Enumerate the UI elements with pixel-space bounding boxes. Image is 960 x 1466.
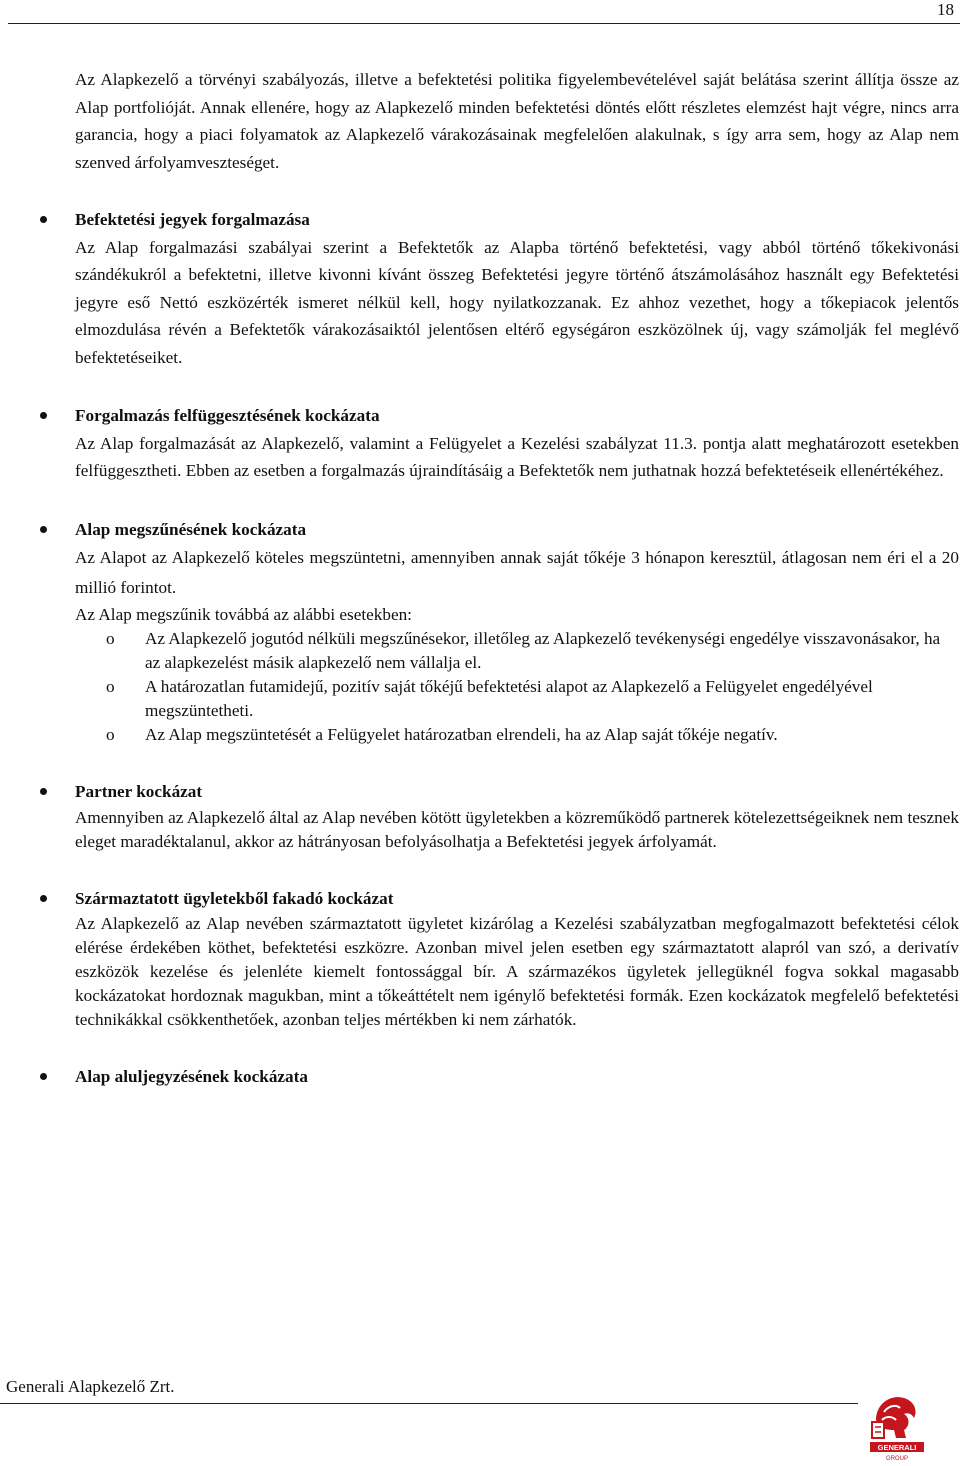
section-heading: Forgalmazás felfüggesztésének kockázata [75,406,380,425]
bullet-icon [40,895,47,902]
list-marker: o [106,629,115,648]
bullet-icon [40,1073,47,1080]
section-text: Az Alapot az Alapkezelő köteles megszüntetni, amennyiben annak saját tőkéje 3 hónapon keresztül, átlagosan nem éri el a 20 millió forintot. [75,548,959,597]
footer-company-name: Generali Alapkezelő Zrt. [6,1377,175,1396]
logo-subtext: GROUP [885,1456,909,1462]
section-befektetesi-jegyek [75,206,959,371]
list-item-text: A határozatlan futamidejű, pozitív saját tőkéjű befektetési alapot az Alapkezelő a Felügyelet engedélyével megszüntetheti. [145,677,873,720]
list-marker: o [106,677,115,696]
list-marker: o [106,725,115,744]
section-aluljegyzes [75,1063,959,1091]
bullet-icon [40,216,47,223]
bullet-icon [40,788,47,795]
list-item [75,723,959,747]
document-body [75,66,959,1122]
section-szarmaztatott-ugyletek [75,885,959,1033]
section-heading: Befektetési jegyek forgalmazása [75,210,310,229]
section-forgalmazas-felfuggesztes [75,402,959,485]
page-number: 18 [937,0,954,19]
header-rule [8,23,960,24]
list-item-text: Az Alapkezelő jogutód nélküli megszűnésekor, illetőleg az Alapkezelő tevékenységi engedélye visszavonásakor, ha az alapkezelést másik alapkezelő nem vállalja el. [145,629,941,672]
section-text: Az Alap forgalmazását az Alapkezelő, valamint a Felügyelet a Kezelési szabályzat 11.3. pontja alatt meghatározott esetekben felfüggesztheti. Ebben az esetben a forgalmazás újraindításáig a Befektetők nem juthatnak hozzá befektetéseik ellenértékéhez. [75,433,959,480]
section-heading: Partner kockázat [75,782,203,801]
logo-text: GENERALI [877,1443,917,1452]
bullet-icon [40,526,47,533]
section-text: Amennyiben az Alapkezelő által az Alap nevében kötött ügyletekben a közreműködő partnerek kötelezettségeiknek nem tesznek eleget maradéktalanul, akkor az hátrányosan befolyásolhatja a Befektetési jegyek árfolyamát. [75,807,959,851]
section-heading: Alap megszűnésének kockázata [75,519,307,539]
termination-cases-list [75,627,959,747]
bullet-icon [40,412,47,419]
list-item [75,675,959,723]
list-item [75,627,959,675]
footer-rule [0,1403,858,1404]
section-heading: Származtatott ügyletekből fakadó kockázat [75,888,394,908]
section-text: Az Alap forgalmazási szabályai szerint a Befektetők az Alapba történő befektetési, vagy abból történő tőkekivonási szándékukról a befektetni, illetve kivonni kívánt összeg Befektetési jegyre történő átszámolásához használt egy Befektetési jegyre eső Nettó eszközérték ismeret nélkül kell, hogy nyilatkozzanak. Ez ahhoz vezethet, hogy a tőkepiacok jelentős elmozdulása révén a Befektetők várakozásaiktól jelentősen eltérő egységáron eszközölnek új, vagy számolják fel meglévő befektetéseiket. [75,237,959,367]
section-text-secondary: Az Alap megszűnik továbbá az alábbi esetekben: [75,605,412,624]
section-text: Az Alapkezelő az Alap nevében származtatott ügyletet kizárólag a Kezelési szabályzatban megfogalmazott befektetési célok elérése érdekében köthet, befektetési eszközre. Azonban mivel jelen esetben egy származtatott alapról van szó, a derivatív eszközök kezelése és jelenléte kiemelt fontossággal bír. A származékos ügyletek jellegüknél fogva sokkal magasabb kockázatokat hordoznak magukban, mint a tőkeáttételt nem igénylő befektetési formák. Ezen kockázatok megfelelő befektetési technikákkal csökkenthetőek, azonban teljes mértékben ki nem zárhatók. [75,914,959,1029]
generali-logo-icon [866,1390,928,1464]
section-partner-kockazat [75,778,959,854]
section-alap-megszunes [75,516,959,748]
intro-paragraph: Az Alapkezelő a törvényi szabályozás, illetve a befektetési politika figyelembevételével saját belátása szerint állítja össze az Alap portfolióját. Annak ellenére, hogy az Alapkezelő minden befektetési döntés előtt részletes elemzést hajt végre, nincs arra garancia, hogy a piaci folyamatok az Alapkezelő várakozásainak megfelelően alakulnak, s így arra sem, hogy az Alap nem szenved árfolyamveszteséget. [75,70,959,172]
list-item-text: Az Alap megszüntetését a Felügyelet határozatban elrendeli, ha az Alap saját tőkéje negatív. [145,725,778,744]
section-heading: Alap aluljegyzésének kockázata [75,1067,308,1086]
